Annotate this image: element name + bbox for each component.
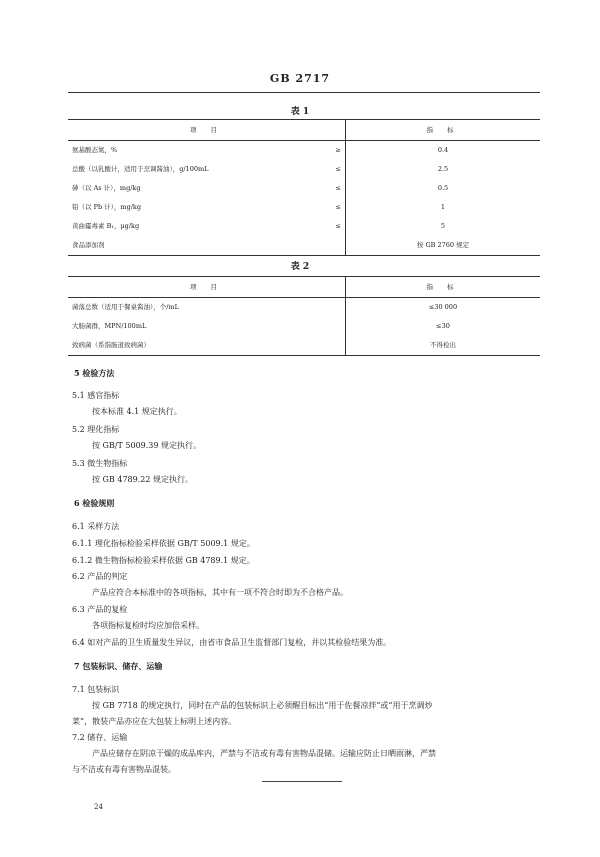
table2-caption: 表 2 [290, 262, 310, 272]
table2-cell-item: 大肠菌群，MPN/100mL [72, 322, 147, 331]
section-6-1-heading: 6.1 采样方法 [72, 522, 120, 531]
page-number: 24 [94, 803, 103, 811]
standard-number: GB 2717 [269, 72, 331, 85]
table-row [68, 236, 540, 256]
table1-cell-item: 砷（以 As 计），mg/kg [72, 184, 141, 193]
table2-header-value: 指 标 [346, 277, 541, 298]
table1-cell-sym: ≤ [335, 203, 341, 212]
table2-cell-value: ≤30 [346, 317, 541, 336]
header-rule [68, 92, 540, 93]
table1-cell-value: 0.4 [346, 141, 541, 161]
table-row [68, 179, 540, 198]
section-7-1-text-b: 菜”，散装产品亦应在大包装上标明上述内容。 [72, 717, 237, 726]
table1-cell-item: 总酸（以乳酸计，适用于烹调酱油），g/100mL [72, 165, 209, 174]
section-5-heading: 5 检验方法 [74, 368, 115, 378]
table2-cell-item: 菌落总数（适用于餐桌酱油），个/mL [72, 303, 179, 312]
section-7-2-heading: 7.2 储存、运输 [72, 733, 128, 742]
table1-cell-sym: ≤ [335, 222, 341, 231]
table1-header-value: 指 标 [346, 120, 541, 141]
table1-cell-item: 氨基酸态氮，% [72, 146, 118, 155]
table1-caption: 表 1 [290, 107, 310, 117]
section-6-2-text: 产品应符合本标准中的各项指标，其中有一项不符合时即为不合格产品。 [92, 588, 348, 597]
table1-cell-value: 1 [346, 198, 541, 217]
section-5-3-heading: 5.3 微生物指标 [72, 459, 128, 468]
section-7-2-text-b: 与不洁或有毒有害物品混装。 [72, 765, 176, 774]
table2-header-item: 项 目 [68, 277, 346, 298]
table-row [68, 198, 540, 217]
table1 [68, 119, 540, 256]
table-row [68, 217, 540, 236]
table2-cell-item: 致病菌（系指肠道致病菌） [72, 341, 150, 350]
table1-cell-value: 按 GB 2760 规定 [346, 236, 541, 256]
table1-header-row [68, 120, 540, 141]
table1-cell-value: 0.5 [346, 179, 541, 198]
table-row [68, 298, 540, 318]
table2-cell-value: ≤30 000 [346, 298, 541, 318]
section-7-2-text-a: 产品应储存在阴凉干燥的成品库内，严禁与不洁或有毒有害物品混储。运输应防止日晒雨淋，严禁 [92, 749, 436, 758]
table-row [68, 336, 540, 356]
table2-cell-value: 不得检出 [346, 336, 541, 356]
section-6-3-heading: 6.3 产品的复检 [72, 605, 128, 614]
table1-cell-item: 黄曲霉毒素 B₁，μg/kg [72, 222, 140, 231]
section-5-1-text: 按本标准 4.1 规定执行。 [92, 407, 182, 416]
table1-cell-item: 铅（以 Pb 计），mg/kg [72, 203, 142, 212]
section-6-4: 6.4 如对产品的卫生质量发生异议，由省市食品卫生监督部门复检，并以其检验结果为准。 [72, 638, 392, 647]
section-6-3-text: 各项指标复检时均应加倍采样。 [92, 621, 204, 630]
section-5-1-heading: 5.1 感官指标 [72, 391, 120, 400]
section-7-1-text-a: 按 GB 7718 的规定执行，同时在产品的包装标识上必须醒目标出“用于佐餐凉拌”或“用于烹调炒 [92, 701, 433, 710]
section-6-heading: 6 检验规则 [74, 498, 115, 508]
table1-cell-sym: ≥ [335, 146, 341, 155]
section-7-heading: 7 包装标识、储存、运输 [74, 661, 163, 671]
footer-rule [262, 781, 342, 782]
section-6-1-1: 6.1.1 理化指标检验采样依据 GB/T 5009.1 规定。 [72, 539, 255, 548]
table2 [68, 276, 540, 356]
table-row [68, 317, 540, 336]
table1-cell-item: 食品添加剂 [72, 241, 105, 250]
table-row [68, 160, 540, 179]
table2-header-row [68, 277, 540, 298]
section-7-1-heading: 7.1 包装标识 [72, 685, 120, 694]
table1-cell-value: 2.5 [346, 160, 541, 179]
table1-header-item: 项 目 [68, 120, 346, 141]
section-5-2-heading: 5.2 理化指标 [72, 425, 120, 434]
table-row [68, 141, 540, 161]
section-5-3-text: 按 GB 4789.22 规定执行。 [92, 475, 193, 484]
table1-cell-sym: ≤ [335, 184, 341, 193]
section-6-1-2: 6.1.2 微生物指标检验采样依据 GB 4789.1 规定。 [72, 556, 255, 565]
table1-cell-value: 5 [346, 217, 541, 236]
table1-cell-sym [317, 236, 346, 256]
section-6-2-heading: 6.2 产品的判定 [72, 572, 128, 581]
table1-cell-sym: ≤ [335, 165, 341, 174]
section-5-2-text: 按 GB/T 5009.39 规定执行。 [92, 441, 202, 450]
